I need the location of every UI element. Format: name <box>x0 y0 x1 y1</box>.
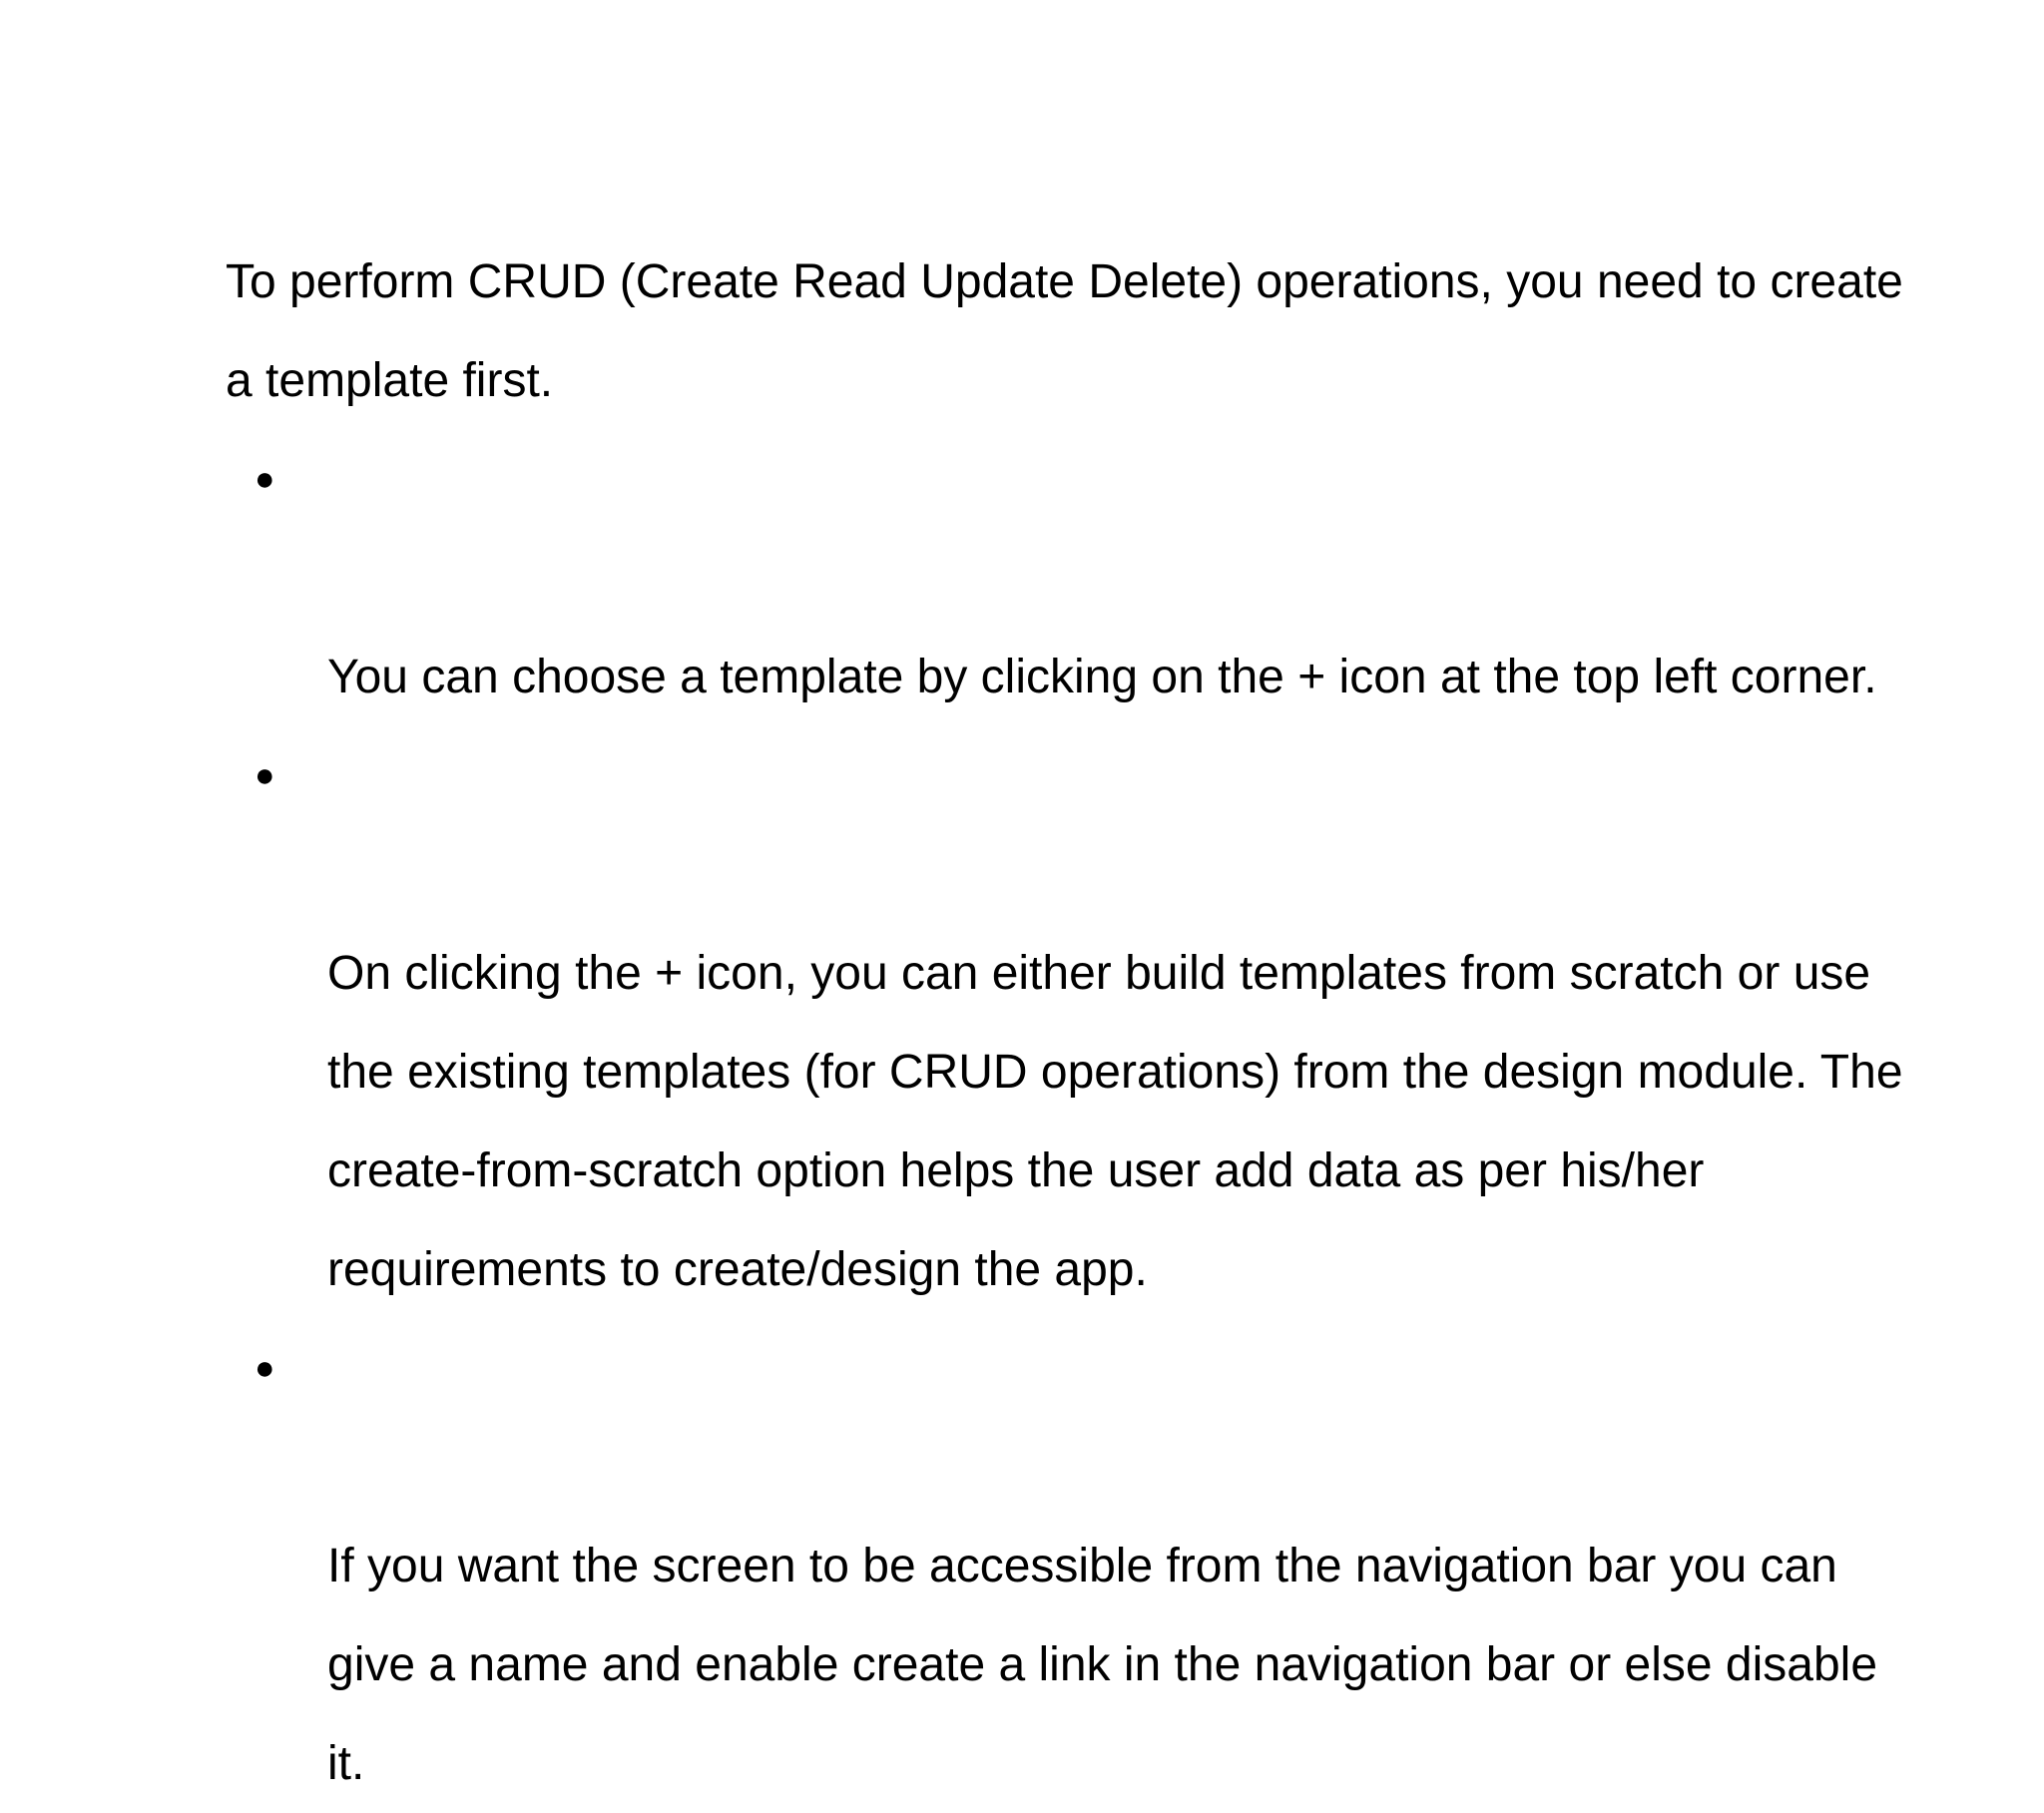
list-item <box>226 430 2022 726</box>
list-item <box>226 726 2022 1319</box>
bullet-icon: ● <box>255 756 275 794</box>
list-item <box>226 1319 2022 1813</box>
list-item-text: On clicking the + icon, you can either build templates from scratch or use the existing templates (for CRUD operations) from the design module. The create-from-scratch option helps the user add data as per his/her requirements to create/design the app. <box>327 947 1903 1296</box>
document-body <box>226 232 2022 1813</box>
bullet-icon: ● <box>255 1349 275 1387</box>
list-item-text: If you want the screen to be accessible from the navigation bar you can give a name and enable create a link in the navigation bar or else disable it. <box>327 1540 1878 1790</box>
bullet-icon: ● <box>255 460 275 498</box>
bullet-list <box>226 430 2022 1813</box>
list-item-text: You can choose a template by clicking on the + icon at the top left corner. <box>327 651 1877 703</box>
intro-paragraph: To perform CRUD (Create Read Update Delete) operations, you need to create a template first. <box>226 255 1903 407</box>
